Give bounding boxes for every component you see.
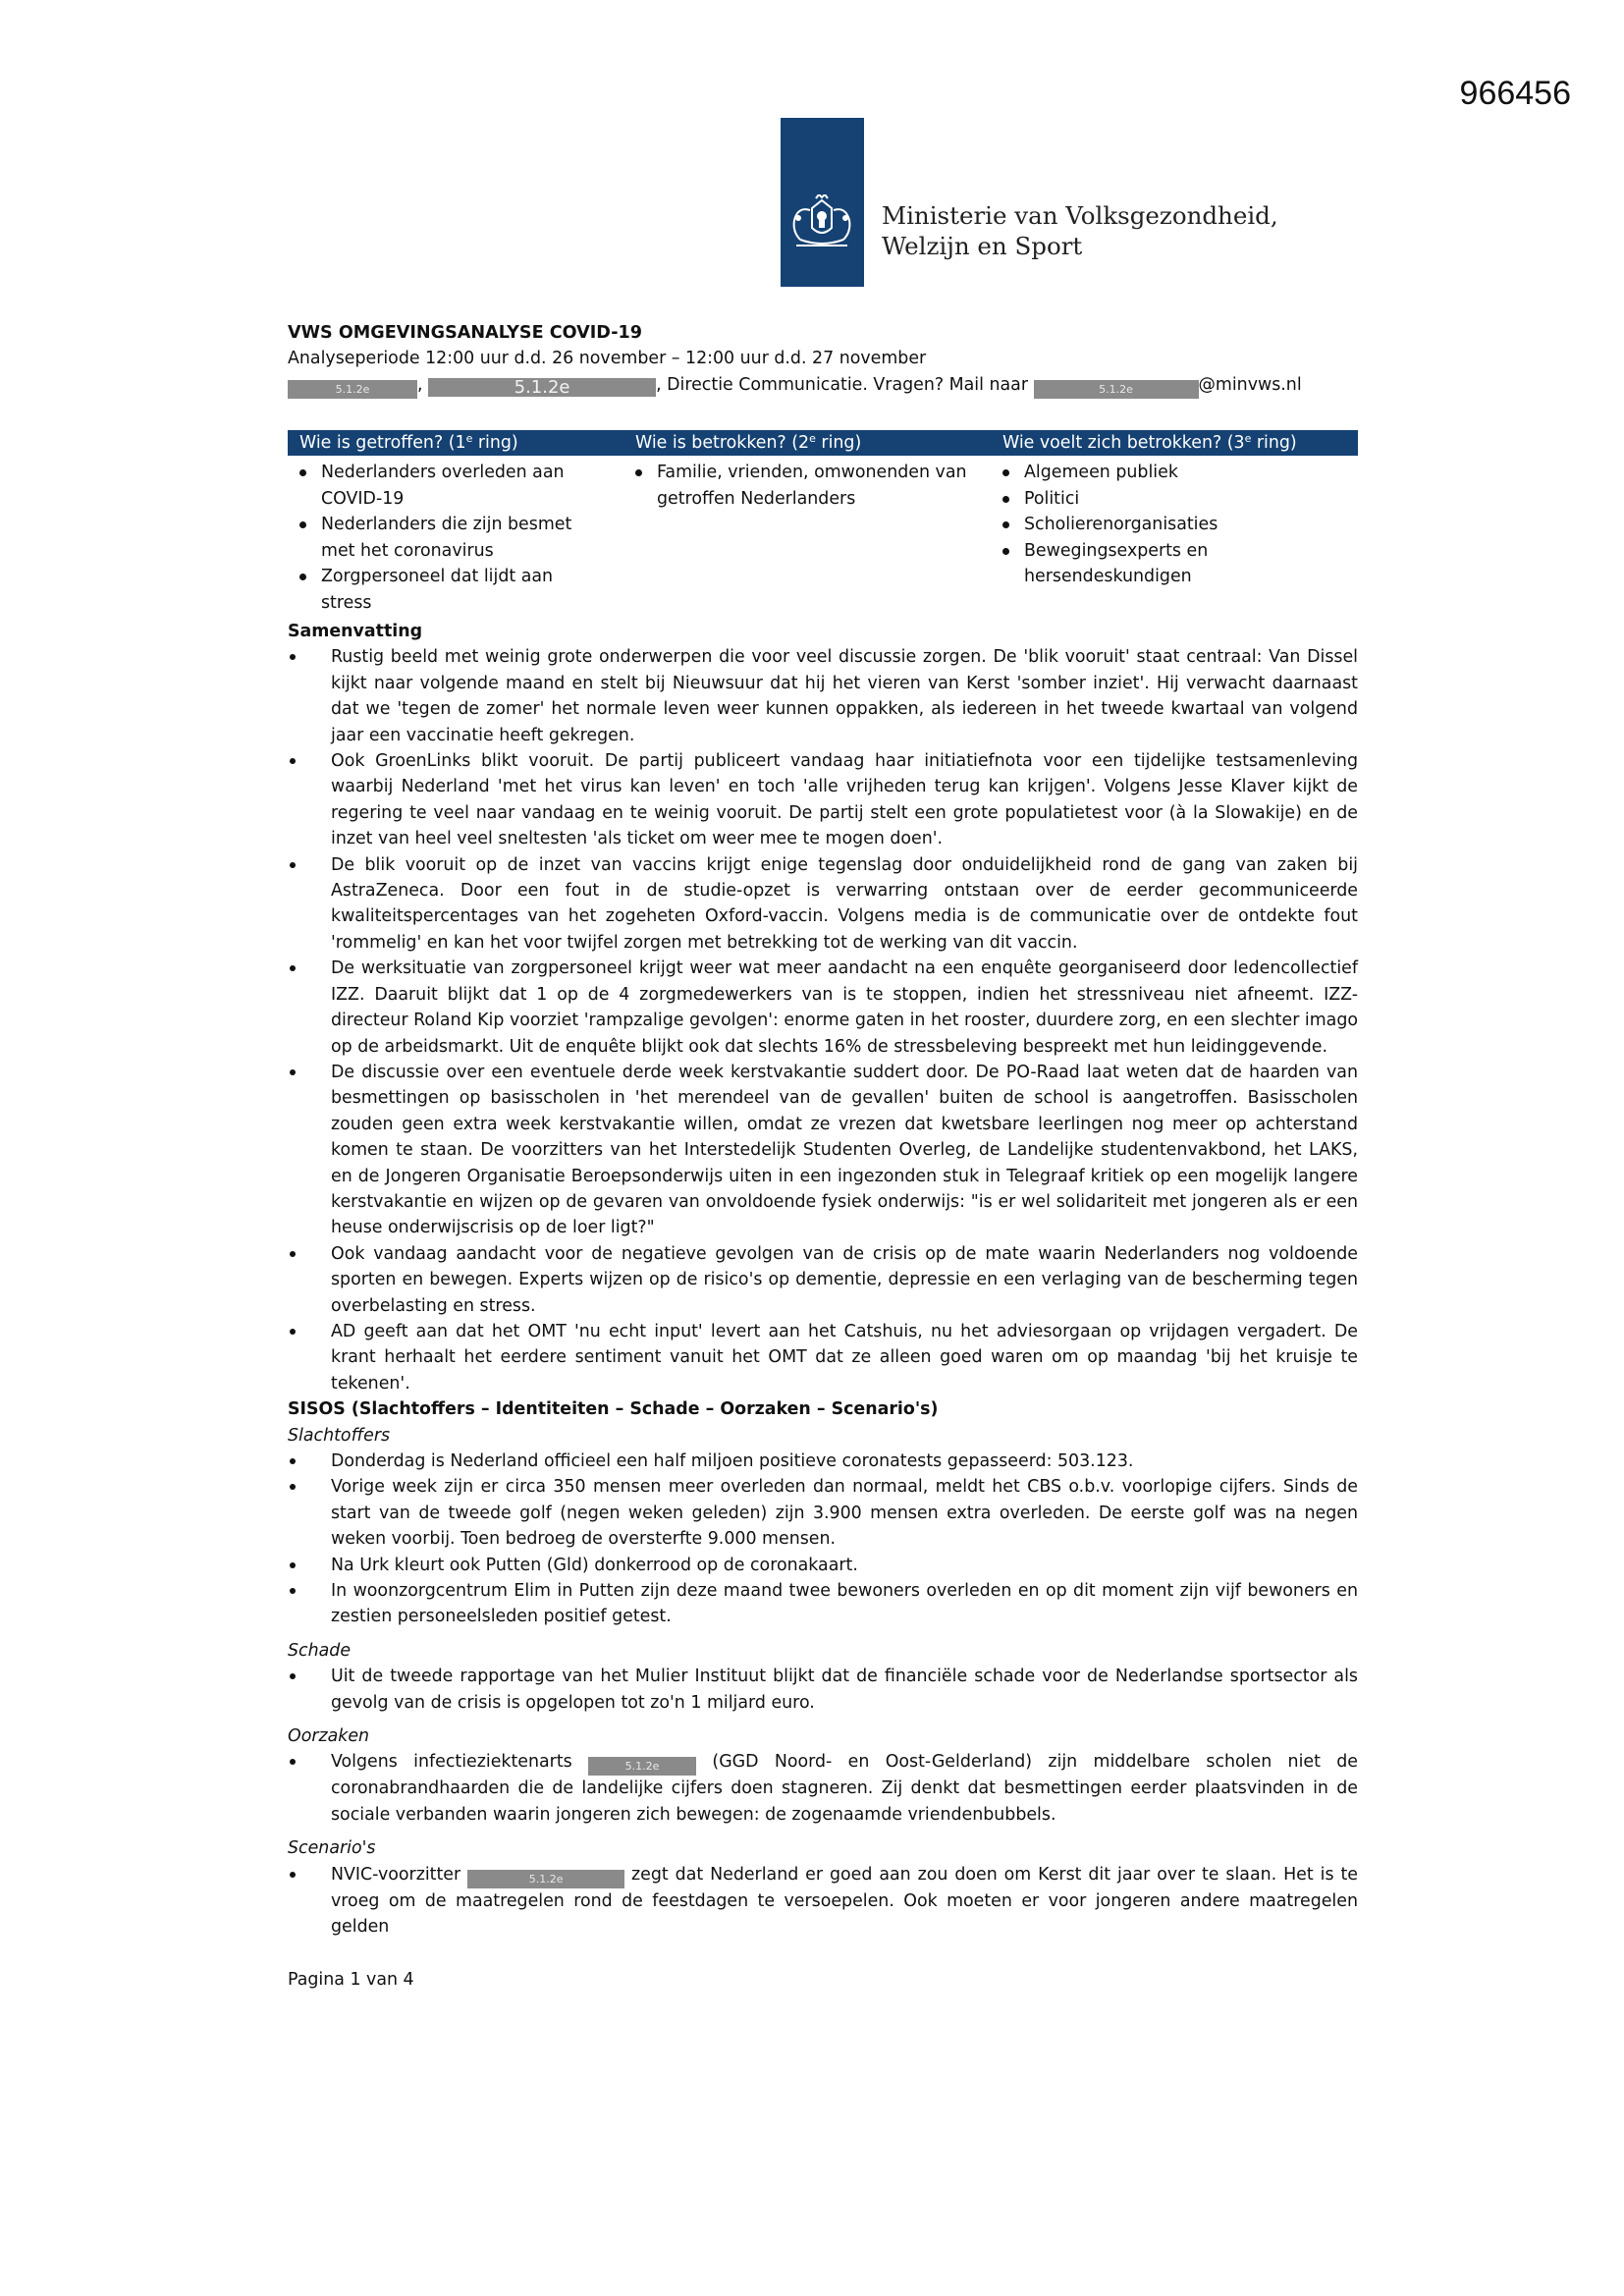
document-number: 966456: [1459, 75, 1571, 112]
ring3-item: Bewegingsexperts en hersendeskundigen: [1024, 538, 1230, 590]
ring2-item: Familie, vrienden, omwonenden van getroffen Nederlanders: [657, 460, 971, 512]
schade-list: [288, 1664, 1358, 1716]
subsection-title-scenarios: Scenario's: [288, 1838, 376, 1859]
redacted-name: 5.1.2e: [428, 378, 656, 397]
section-title-sisos: SISOS (Slachtoffers – Identiteiten – Schade – Oorzaken – Scenario's): [288, 1399, 939, 1420]
ring3-column: [991, 460, 1358, 616]
list-item: Uit de tweede rapportage van het Mulier Instituut blijkt dat de financiële schade voor de Nederlandse sportsector als gevolg van de crisis is opgelopen tot zo'n 1 miljard euro.: [331, 1664, 1358, 1716]
subsection-title-oorzaken: Oorzaken: [288, 1726, 370, 1747]
list-item: In woonzorgcentrum Elim in Putten zijn deze maand twee bewoners overleden en op dit moment zijn vijf bewoners en zestien personeelsleden positief getest.: [331, 1578, 1358, 1630]
coat-of-arms-icon: [786, 194, 858, 251]
ring1-item: Nederlanders overleden aan COVID-19: [321, 460, 604, 512]
list-item: De blik vooruit op de inzet van vaccins krijgt enige tegenslag door onduidelijkheid rond de gang van zaken bij AstraZeneca. Door een fout in de studie-opzet is verwarring ontstaan over de eerder gecommuniceerde kwaliteitspercentages van het zogeheten Oxford-vaccin. Volgens media is de communicatie over de ontdekte fout 'rommelig' en kan het voor twijfel zorgen met betrekking tot de werking van dit vaccin.: [331, 852, 1358, 957]
report-body: [288, 619, 1358, 1941]
ring2-header: Wie is betrokken? (2e ring): [635, 432, 862, 453]
ministry-name: [882, 200, 1278, 261]
subsection-title-slachtoffers: Slachtoffers: [288, 1425, 391, 1446]
contact-comma: ,: [417, 374, 423, 395]
list-item: De werksituatie van zorgpersoneel krijgt weer wat meer aandacht na een enquête georganiseerd door ledencollectief IZZ. Daaruit blijkt dat 1 op de 4 zorgmedewerkers van is te stoppen, indien het stressniveau niet afneemt. IZZ-directeur Roland Kip voorziet 'rampzalige gevolgen': enorme gaten in het rooster, duurdere zorg, en een slechter imago op de arbeidsmarkt. Uit de enquête blijkt ook dat slechts 16% de stressbeleving bespreekt met hun leidinggevende.: [331, 956, 1358, 1060]
ring3-item: Algemeen publiek: [1024, 460, 1230, 486]
rings-table: [288, 430, 1358, 616]
contact-text: , Directie Communicatie. Vragen? Mail naar: [656, 374, 1028, 395]
samenvatting-list: [288, 644, 1358, 1396]
list-item: Volgens infectieziektenarts 5.1.2e (GGD Noord- en Oost-Gelderland) zijn middelbare scholen niet de coronabrandhaarden die de landelijke cijfers doen stagneren. Zij denkt dat besmettingen eerder plaatsvinden in de sociale verbanden waarin jongeren zich bewegen: de zogenaamde vriendenbubbels.: [331, 1749, 1358, 1828]
redacted-name: 5.1.2e: [467, 1870, 624, 1888]
report-header: [288, 320, 1358, 399]
redacted-name: 5.1.2e: [288, 380, 417, 399]
list-item: Vorige week zijn er circa 350 mensen meer overleden dan normaal, meldt het CBS o.b.v. voorlopige cijfers. Sinds de start van de tweede golf (negen weken geleden) zijn 3.900 mensen extra overleden. De eerste golf was na negen weken voorbij. Toen bedroeg de oversterfte 9.000 mensen.: [331, 1474, 1358, 1552]
rings-table-body: [288, 456, 1358, 616]
redacted-email: 5.1.2e: [1034, 380, 1199, 399]
ministry-name-line2: Welzijn en Sport: [882, 232, 1083, 260]
list-item: NVIC-voorzitter 5.1.2e zegt dat Nederland er goed aan zou doen om Kerst dit jaar over te slaan. Het is te vroeg om de maatregelen rond de feestdagen te versoepelen. Ook moeten er voor jongeren andere maatregelen gelden: [331, 1862, 1358, 1941]
ring3-header: Wie voelt zich betrokken? (3e ring): [1002, 432, 1297, 453]
list-item: Ook vandaag aandacht voor de negatieve gevolgen van de crisis op de mate waarin Nederlanders nog voldoende sporten en bewegen. Experts wijzen op de risico's op dementie, depressie en een verlaging van de bescherming tegen overbelasting en stress.: [331, 1241, 1358, 1319]
redacted-name: 5.1.2e: [588, 1757, 696, 1776]
subsection-title-schade: Schade: [288, 1640, 352, 1661]
analysis-period: Analyseperiode 12:00 uur d.d. 26 november – 12:00 uur d.d. 27 november: [288, 349, 927, 369]
list-item: AD geeft aan dat het OMT 'nu echt input' levert aan het Catshuis, nu het adviesorgaan op vrijdagen vergadert. De krant herhaalt het eerdere sentiment vanuit het OMT dat ze alleen goed waren om op maandag 'bij het kruisje te tekenen'.: [331, 1319, 1358, 1396]
slachtoffers-list: [288, 1449, 1358, 1630]
list-item: De discussie over een eventuele derde week kerstvakantie suddert door. De PO-Raad laat weten dat de haarden van besmettingen op basisscholen in 'het merendeel van de gevallen' buiten de school is aangetroffen. Basisscholen zouden geen extra week kerstvakantie willen, omdat ze vrezen dat kwetsbare leerlingen nog meer op achterstand komen te staan. De voorzitters van het Interstedelijk Studenten Overleg, de Landelijke studentenvakbond, het LAKS, en de Jongeren Organisatie Beroepsonderwijs uiten in een ingezonden stuk in Telegraaf kritiek op een mogelijk langere kerstvakantie en wijzen op de gevaren van onvoldoende fysiek onderwijs: "is er wel solidariteit met jongeren als er een heuse onderwijscrisis op de loer ligt?": [331, 1060, 1358, 1241]
oorzaken-list: [288, 1749, 1358, 1828]
list-item: Rustig beeld met weinig grote onderwerpen die voor veel discussie zorgen. De 'blik vooruit' staat centraal: Van Dissel kijkt naar volgende maand en stelt bij Nieuwsuur dat hij het vieren van Kerst 'somber inziet'. Hij verwacht daarnaast dat we 'tegen de zomer' het normale leven weer kunnen oppakken, als iedereen in het tweede kwartaal van volgend jaar een vaccinatie heeft gekregen.: [331, 644, 1358, 748]
ministry-name-line1: Ministerie van Volksgezondheid,: [882, 201, 1278, 230]
ring1-header: Wie is getroffen? (1e ring): [299, 432, 518, 453]
report-title: VWS OMGEVINGSANALYSE COVID-19: [288, 323, 642, 343]
ring3-item: Politici: [1024, 486, 1230, 513]
ring2-column: [623, 460, 991, 616]
list-item: Na Urk kleurt ook Putten (Gld) donkerrood op de coronakaart.: [331, 1553, 1358, 1578]
contact-line: [288, 372, 1358, 399]
rings-table-header: [288, 430, 1358, 456]
contact-domain: @minvws.nl: [1198, 374, 1302, 395]
page-footer: Pagina 1 van 4: [288, 1970, 414, 1990]
ring1-item: Nederlanders die zijn besmet met het coronavirus: [321, 512, 604, 564]
ring3-item: Scholierenorganisaties: [1024, 512, 1230, 538]
rijksoverheid-logo-bar: [781, 118, 864, 287]
list-item: Donderdag is Nederland officieel een half miljoen positieve coronatests gepasseerd: 503.123.: [331, 1449, 1358, 1474]
scenarios-list: [288, 1862, 1358, 1941]
ring1-column: [288, 460, 623, 616]
ring1-item: Zorgpersoneel dat lijdt aan stress: [321, 564, 604, 616]
section-title-samenvatting: Samenvatting: [288, 622, 423, 641]
list-item: Ook GroenLinks blikt vooruit. De partij publiceert vandaag haar initiatiefnota voor een tijdelijke testsamenleving waarbij Nederland 'met het virus kan leven' en toch 'alle vrijheden terug kan krijgen'. Volgens Jesse Klaver kijkt de regering te veel naar vandaag en te weinig vooruit. De partij stelt een grote populatietest voor (à la Slowakije) en de inzet van heel veel sneltesten 'als ticket om weer mee te mogen doen'.: [331, 748, 1358, 852]
